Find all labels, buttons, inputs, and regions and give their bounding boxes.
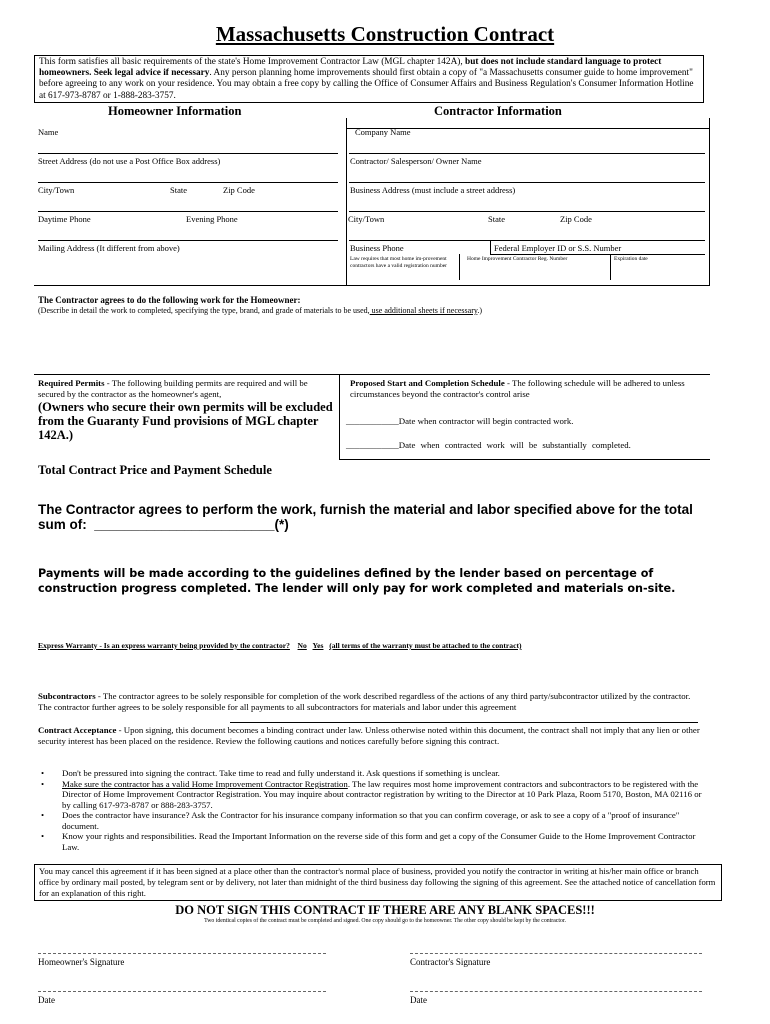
contractor-date-label: Date [410,995,427,1005]
contractor-city-field[interactable] [349,240,705,241]
price-agreement: The Contractor agrees to perform the work, furnish the material and labor specified above for the total sum of: ________________________(*) [38,502,693,532]
divider [709,118,710,286]
copies-note: Two identical copies of the contract must be completed and signed. One copy should go to the homeowner. The other copy should be kept by the contractor. [204,918,566,924]
contractor-fein-label: Federal Employer ID or S.S. Number [494,243,622,253]
caution-item: • Don't be pressured into signing the contract. Take time to read and fully understand it. Ask questions if something is unclear. [38,768,710,779]
blank-spaces-warning: DO NOT SIGN THIS CONTRACT IF THERE ARE ANY BLANK SPACES!!! [175,903,595,917]
contractor-zip-label: Zip Code [560,214,592,224]
acceptance-text: Contract Acceptance - Upon signing, this document becomes a binding contract under law. Unless otherwise noted within this document, the contract shall not imply that any lien or other security interest has been placed on the residence. Review the following cautions and notices carefully before signing this contract. [38,725,700,746]
homeowner-mailing-label: Mailing Address (It different from above) [38,243,180,253]
work-description: (Describe in detail the work to completed, specifying the type, brand, and grade of materials to be used, use additional sheets if necessary.) [38,306,483,315]
homeowner-name-field[interactable] [38,153,338,154]
contractor-header: Contractor Information [434,104,562,118]
rule [339,459,710,460]
contractor-state-label: State [488,214,505,224]
intro-notice [34,55,704,103]
contractor-address-field[interactable] [349,211,705,212]
permits-note: (Owners who secure their own permits will be excluded from the Guaranty Fund provisions of MGL chapter 142A.) [38,400,333,442]
homeowner-phone-field[interactable] [38,240,338,241]
contractor-law-note: Law requires that most home im-provement contractors have a valid registration number [350,256,447,269]
homeowner-header: Homeowner Information [108,104,242,118]
homeowner-date-label: Date [38,995,55,1005]
contractor-signature-line[interactable] [410,953,702,954]
price-blank[interactable]: ________________________ [94,517,275,532]
schedule-end[interactable]: ____________Date when contracted work will be substantially completed. [346,440,631,450]
warranty-line: Express Warranty - Is an express warranty being provided by the contractor? No Yes (all terms of the warranty must be attached to the contract) [38,641,522,650]
caution-item: • Make sure the contractor has a valid Home Improvement Contractor Registration. The law requires most home improvement contractors and subcontractors to be registered with the Director of Home Improvement Contractor Registration. You may inquire about contractor registration by writing to the Director at 10 Park Plaza, Room 5170, Boston, MA 02116 or by calling 617-973-8787 or 888-283-3757. [38,779,710,811]
contractor-city-label: City/Town [348,214,385,224]
permits-text: Required Permits - The following building permits are required and will be secured by the contractor as the homeowner's agent, [38,378,308,399]
contractor-company-label: Company Name [355,127,411,137]
cancellation-notice: You may cancel this agreement if it has been signed at a place other than the contractor's normal place of business, provided you notify the contractor in writing at his/her main office or branch office by ordinary mail posted, by telegram sent or by delivery, not later than midnight of the third business day following the signing of this agreement. See the attached notice of cancellation form for an explanation of this right. [34,864,722,901]
divider [459,254,460,280]
contractor-signature-label: Contractor's Signature [410,957,491,967]
contractor-date-line[interactable] [410,991,702,992]
divider [490,240,491,254]
homeowner-date-line[interactable] [38,991,326,992]
intro-bold: but does not include standard language to protect homeowners. Seek legal advice if necessary [39,57,662,79]
homeowner-zip-label: Zip Code [223,185,255,195]
rule [490,254,705,255]
rule [34,374,710,375]
intro-text-1: This form satisfies all basic requirements of the state's Home Improvement Contractor Law (MGL chapter 142A), [39,57,466,67]
divider [346,118,347,286]
work-heading: The Contractor agrees to do the following work for the Homeowner: [38,295,301,305]
homeowner-name-label: Name [38,127,59,137]
subcontractors-text: Subcontractors - The contractor agrees to be solely responsible for completion of the work described regardless of the actions of any third party/subcontractor utilized by the contractor. The contractor further agrees to be solely responsible for all payments to all subcontractors for materials and labor under this agreement [38,691,691,712]
divider [339,374,340,459]
intro-text-2: . Any person planning home improvements should first obtain a copy of "a Massachusetts consumer guide to home improvement" before agreeing to any work on your residence. You may obtain a free copy by calling the Office of Consumer Affairs and Business Regulation's Consumer Information Hotline at 617-973-8787 or 1-888-283-3757. [39,68,694,101]
rule [230,722,698,723]
homeowner-signature-line[interactable] [38,953,326,954]
caution-item: • Know your rights and responsibilities. Read the Important Information on the reverse side of this form and get a copy of the Consumer Guide to the Home Improvement Contractor Law. [38,831,710,852]
homeowner-street-field[interactable] [38,182,338,183]
contractor-address-label: Business Address (must include a street address) [350,185,516,195]
contractor-salesperson-label: Contractor/ Salesperson/ Owner Name [350,156,482,166]
page-title: Massachusetts Construction Contract [215,22,555,46]
homeowner-signature-label: Homeowner's Signature [38,957,125,967]
divider [610,254,611,280]
homeowner-city-label: City/Town [38,185,75,195]
contractor-salesperson-field[interactable] [349,182,705,183]
homeowner-city-field[interactable] [38,211,338,212]
homeowner-eve-phone-label: Evening Phone [186,214,238,224]
payment-schedule: Payments will be made according to the guidelines defined by the lender based on percentage of construction progress completed. The lender will only pay for work completed and materials on-site. [38,567,676,595]
schedule-start[interactable]: ____________Date when contractor will begin contracted work. [346,416,574,426]
cautions-list [38,768,710,852]
rule [34,285,710,286]
contractor-company-field[interactable] [349,153,705,154]
contractor-phone-label: Business Phone [350,243,404,253]
price-heading: Total Contract Price and Payment Schedule [38,463,272,477]
caution-item: • Does the contractor have insurance? Ask the Contractor for his insurance company information so that you can confirm coverage, or ask to see a copy of a "proof of insurance" document. [38,810,710,831]
schedule-text: Proposed Start and Completion Schedule - The following schedule will be adhered to unless circumstances beyond the contractor's control arise [350,378,685,399]
homeowner-day-phone-label: Daytime Phone [38,214,91,224]
warranty-yes[interactable]: Yes [312,641,324,650]
contractor-reg-label: Home Improvement Contractor Reg. Number [467,256,568,262]
contractor-expiration-label: Expiration date [614,256,648,262]
homeowner-street-label: Street Address (do not use a Post Office Box address) [38,156,221,166]
homeowner-state-label: State [170,185,187,195]
warranty-no[interactable]: No [297,641,307,650]
